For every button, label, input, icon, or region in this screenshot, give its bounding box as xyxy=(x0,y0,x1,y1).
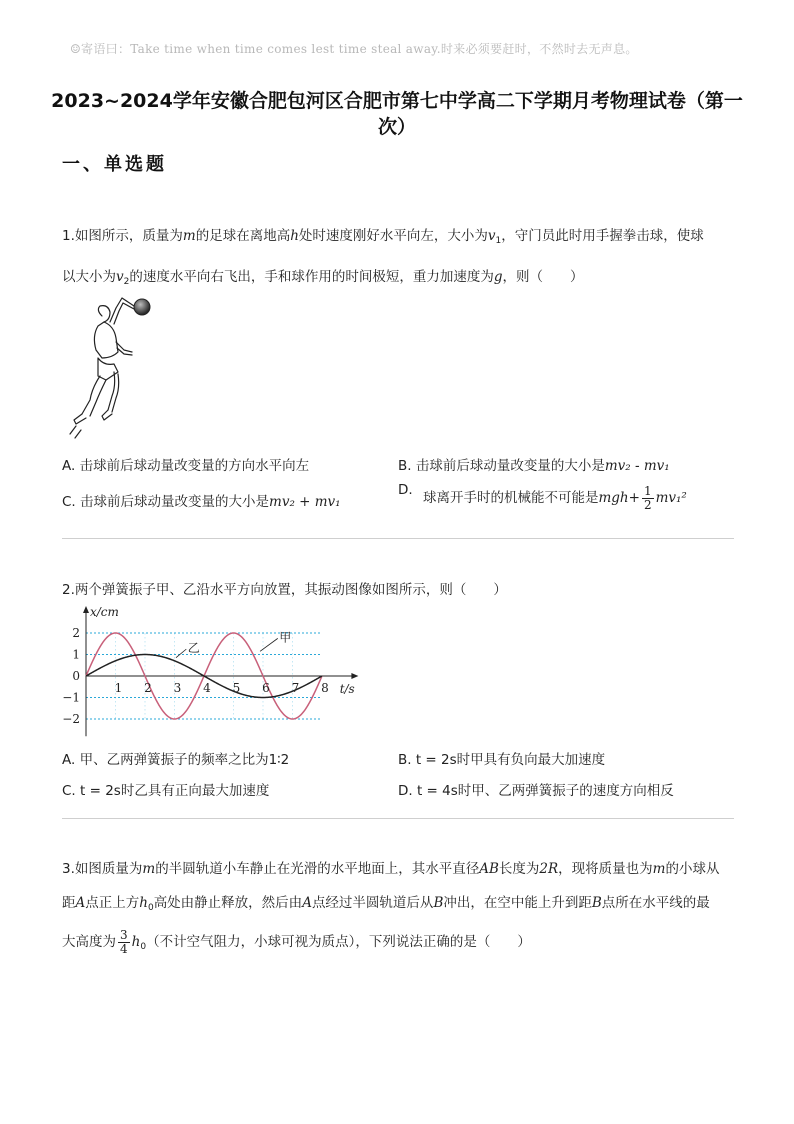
x-tick-label: 8 xyxy=(321,681,329,695)
option-math: mv₂ + mv₁ xyxy=(269,494,341,510)
x-tick-label: 7 xyxy=(291,681,300,695)
q3-var-b: B xyxy=(433,895,444,911)
q1-text: 1.如图所示，质量为 xyxy=(62,228,183,244)
y-tick-label: −1 xyxy=(62,690,80,705)
option-text: B. 击球前后球动量改变量的大小是 xyxy=(398,458,605,474)
option-math: mgh+ xyxy=(598,490,640,506)
q1-var-h: h xyxy=(290,228,299,244)
y-axis-label: x/cm xyxy=(90,605,119,619)
frac-den: 4 xyxy=(120,941,128,956)
leader-line xyxy=(176,649,186,658)
frac-num: 3 xyxy=(120,927,128,942)
q3-var-h0: h xyxy=(131,934,141,950)
divider xyxy=(62,538,734,539)
q2-option-b[interactable]: B. t = 2s时甲具有负向最大加速度 xyxy=(398,752,606,768)
q1-text: ，则（ ） xyxy=(502,269,584,285)
frac-den: 2 xyxy=(643,497,652,512)
x-tick-label: 3 xyxy=(173,681,182,695)
series-label-yi: 乙 xyxy=(187,640,200,655)
q3-var-a: A xyxy=(75,895,86,911)
q3-text: 点所在水平线的最 xyxy=(601,895,710,911)
q3-text: 3.如图质量为 xyxy=(62,861,143,877)
q3-var-m: m xyxy=(142,861,156,877)
q1-option-d[interactable] xyxy=(398,482,687,512)
q1-var-g: g xyxy=(493,269,503,285)
section-heading: 一、单选题 xyxy=(62,154,167,175)
q1-option-c[interactable] xyxy=(62,490,341,510)
q3-text: 点正上方 xyxy=(85,895,140,911)
q1-sub: 1 xyxy=(495,236,502,246)
q1-text: 以大小为 xyxy=(62,269,116,285)
q3-text: （不计空气阻力，小球可视为质点），下列说法正确的是（ ） xyxy=(146,934,531,950)
q1-text: 的速度水平向右飞出，手和球作用的时间极短，重力加速度为 xyxy=(129,269,494,285)
question-2-stem: 2.两个弹簧振子甲、乙沿水平方向放置，其振动图像如图所示，则（ ） xyxy=(62,582,507,598)
leader-line xyxy=(260,638,278,651)
x-tick-label: 4 xyxy=(203,681,211,695)
q2-option-a[interactable]: A. 甲、乙两弹簧振子的频率之比为1∶2 xyxy=(62,752,290,768)
q3-var-m: m xyxy=(652,861,666,877)
q1-option-a[interactable]: A. 击球前后球动量改变量的方向水平向左 xyxy=(62,458,310,474)
q3-text: 点经过半圆轨道后从 xyxy=(311,895,434,911)
q3-sub: 0 xyxy=(147,903,154,913)
goalkeeper-illustration xyxy=(62,292,162,444)
frac-num: 1 xyxy=(643,483,652,498)
q3-text: 的小球从 xyxy=(665,861,720,877)
q3-text: 大高度为 xyxy=(62,934,116,950)
vibration-chart xyxy=(62,604,372,738)
header-motto: ☺寄语曰：Take time when time comes lest time steal away.时来必须要赶时，不然时去无声息。 xyxy=(70,42,638,56)
q1-option-b[interactable] xyxy=(398,454,670,474)
q1-var-v1: v xyxy=(487,228,496,244)
q3-var-a: A xyxy=(302,895,312,911)
y-axis-arrow xyxy=(83,606,89,613)
q3-var-h0: h xyxy=(139,895,148,911)
x-tick-label: 1 xyxy=(114,681,123,695)
x-axis-label: t/s xyxy=(339,682,355,696)
y-tick-label: −2 xyxy=(62,712,80,726)
q1-var-m: m xyxy=(182,228,196,244)
q3-text: 冲出，在空中能上升到距 xyxy=(443,895,592,911)
page-title: 2023~2024学年安徽合肥包河区合肥市第七中学高二下学期月考物理试卷（第一次） xyxy=(51,90,743,138)
y-tick-label: 0 xyxy=(72,669,80,683)
y-tick-label: 1 xyxy=(72,647,80,662)
q3-text: ，现将质量也为 xyxy=(558,861,653,877)
x-tick-label: 6 xyxy=(262,681,270,695)
q3-var-b: B xyxy=(591,895,602,911)
q3-text: 的半圆轨道小车静止在光滑的水平地面上，其水平直径 xyxy=(155,861,480,877)
series-label-jia: 甲 xyxy=(279,630,292,645)
q3-var-ab: AB xyxy=(479,861,499,877)
q3-text: 长度为 xyxy=(498,861,540,877)
y-tick-label: 2 xyxy=(72,626,80,640)
divider xyxy=(62,818,734,819)
option-text: 球离开手时的机械能不可能是 xyxy=(422,490,599,506)
q3-var-2r: 2R xyxy=(539,861,559,877)
option-math: mv₁² xyxy=(655,490,687,506)
q1-sub: 2 xyxy=(123,277,130,287)
option-text: C. 击球前后球动量改变量的大小是 xyxy=(62,494,270,510)
q1-var-v2: v xyxy=(116,269,124,285)
q3-text: 高处由静止释放，然后由 xyxy=(153,895,303,911)
ball-icon xyxy=(134,299,150,315)
question-3-stem xyxy=(62,852,734,964)
x-tick-label: 2 xyxy=(144,681,152,695)
q3-text: 距 xyxy=(62,895,76,911)
q1-text: ，守门员此时用手握拳击球，使球 xyxy=(501,228,704,244)
option-label: D. xyxy=(398,482,413,498)
option-math: mv₂ - mv₁ xyxy=(604,458,670,474)
q3-sub: 0 xyxy=(140,942,147,952)
fraction-three-quarters xyxy=(118,929,130,956)
question-1-stem xyxy=(62,218,734,300)
x-tick-label: 5 xyxy=(232,681,241,695)
q1-text: 的足球在离地高 xyxy=(195,228,291,244)
q1-text: 处时速度刚好水平向左，大小为 xyxy=(298,228,488,244)
fraction-one-half xyxy=(642,485,654,512)
q2-option-d[interactable]: D. t = 4s时甲、乙两弹簧振子的速度方向相反 xyxy=(398,783,674,799)
x-axis-arrow xyxy=(351,673,358,679)
q2-option-c[interactable]: C. t = 2s时乙具有正向最大加速度 xyxy=(62,783,270,799)
